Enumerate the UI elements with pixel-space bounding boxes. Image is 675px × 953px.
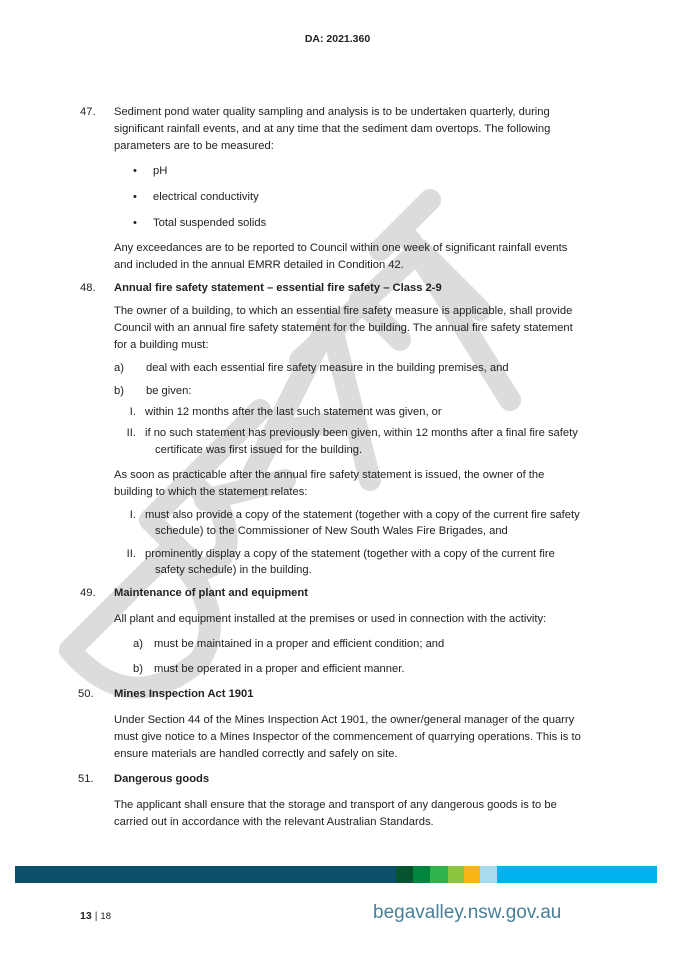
condition-text: building to which the statement relates:	[114, 486, 308, 498]
document-header: DA: 2021.360	[304, 33, 371, 45]
website-url: begavalley.nsw.gov.au	[373, 902, 562, 923]
condition-text: and included in the annual EMRR detailed in Condition 42.	[114, 259, 404, 271]
list-marker: II.	[126, 548, 136, 560]
list-item: within 12 months after the last such statement was given, or	[145, 406, 442, 418]
total-pages: 18	[100, 911, 111, 922]
bullet-icon: •	[133, 191, 137, 203]
condition-number: 50.	[78, 688, 94, 700]
condition-number: 49.	[80, 587, 96, 599]
colorbar-segment	[413, 866, 430, 883]
page-separator: |	[94, 910, 98, 922]
list-marker: a)	[114, 362, 124, 374]
condition-text: for a building must:	[114, 339, 209, 351]
list-item: must be maintained in a proper and efficient condition; and	[154, 638, 445, 650]
colorbar-segment	[480, 866, 497, 883]
colorbar-segment	[448, 866, 464, 883]
list-marker: I.	[129, 406, 136, 418]
footer-color-bar	[15, 866, 657, 883]
list-item: must also provide a copy of the statement (together with a copy of the current fire safety	[145, 509, 580, 521]
list-item: be given:	[146, 385, 192, 397]
condition-title: Dangerous goods	[114, 773, 210, 785]
condition-text: Council with an annual fire safety statement for the building. The annual fire safety statement	[114, 322, 573, 334]
condition-text: must give notice to a Mines Inspector of the commencement of quarrying operations. This is to	[114, 731, 581, 743]
colorbar-segment	[396, 866, 413, 883]
list-item-continued: schedule) to the Commissioner of New South Wales Fire Brigades, and	[155, 525, 508, 537]
list-marker: II.	[126, 427, 136, 439]
condition-text: significant rainfall events, and at any time that the sediment dam overtops. The following	[114, 123, 551, 135]
list-item: if no such statement has previously been given, within 12 months after a final fire safety	[145, 427, 578, 439]
condition-title: Annual fire safety statement – essential fire safety – Class 2-9	[114, 282, 442, 294]
condition-number: 48.	[80, 282, 96, 294]
condition-text: ensure materials are handled correctly and safely on site.	[114, 748, 398, 760]
condition-title: Mines Inspection Act 1901	[114, 688, 254, 700]
colorbar-segment	[15, 866, 396, 883]
list-item: must be operated in a proper and efficient manner.	[154, 663, 405, 675]
condition-text: Any exceedances are to be reported to Council within one week of significant rainfall events	[114, 242, 568, 254]
list-marker: b)	[133, 663, 143, 675]
condition-text: The owner of a building, to which an essential fire safety measure is applicable, shall provide	[114, 305, 573, 317]
condition-text: Under Section 44 of the Mines Inspection Act 1901, the owner/general manager of the quarry	[114, 714, 575, 726]
condition-text: The applicant shall ensure that the storage and transport of any dangerous goods is to be	[114, 799, 557, 811]
colorbar-segment	[430, 866, 448, 883]
condition-text: carried out in accordance with the relevant Australian Standards.	[114, 816, 434, 828]
bullet-icon: •	[133, 217, 137, 229]
colorbar-segment	[464, 866, 480, 883]
list-item-continued: certificate was first issued for the building.	[155, 444, 363, 456]
condition-title: Maintenance of plant and equipment	[114, 587, 308, 599]
page-number	[80, 910, 111, 922]
colorbar-segment	[497, 866, 657, 883]
list-marker: b)	[114, 385, 124, 397]
condition-text: All plant and equipment installed at the premises or used in connection with the activity:	[114, 613, 547, 625]
list-marker: a)	[133, 638, 143, 650]
current-page: 13	[80, 910, 92, 922]
list-item-continued: safety schedule) in the building.	[155, 564, 312, 576]
condition-text: parameters are to be measured:	[114, 140, 274, 152]
condition-number: 51.	[78, 773, 94, 785]
bullet-icon: •	[133, 165, 137, 177]
bullet-item: pH	[153, 165, 168, 177]
list-item: prominently display a copy of the statement (together with a copy of the current fire	[145, 548, 555, 560]
list-item: deal with each essential fire safety measure in the building premises, and	[146, 362, 509, 374]
bullet-item: Total suspended solids	[153, 217, 267, 229]
condition-number: 47.	[80, 106, 96, 118]
condition-text: Sediment pond water quality sampling and analysis is to be undertaken quarterly, during	[114, 106, 550, 118]
condition-text: As soon as practicable after the annual fire safety statement is issued, the owner of the	[114, 469, 545, 481]
list-marker: I.	[129, 509, 136, 521]
bullet-item: electrical conductivity	[153, 191, 259, 203]
